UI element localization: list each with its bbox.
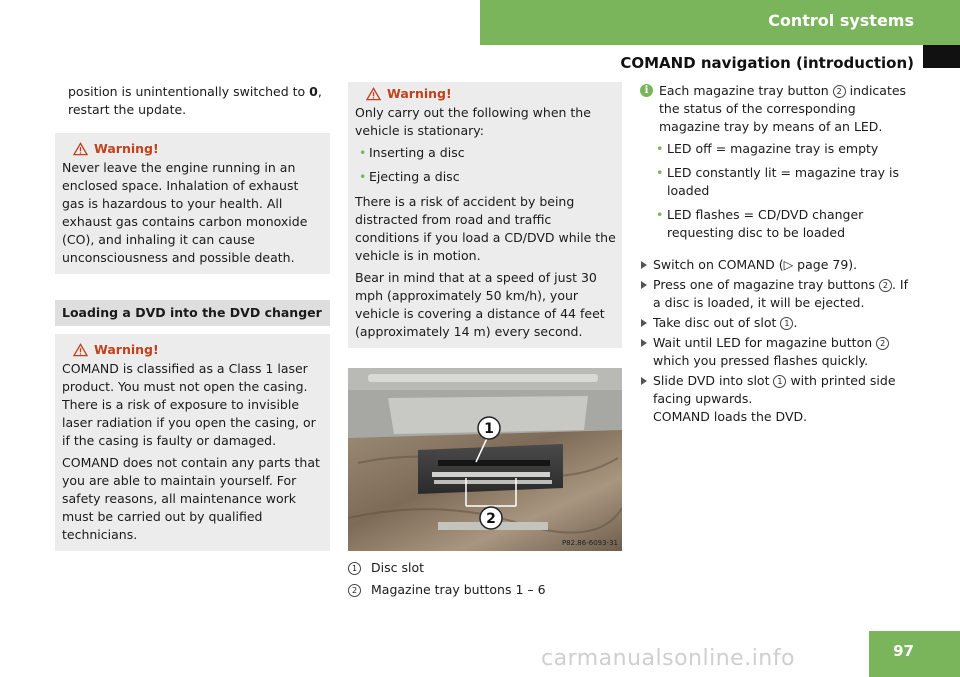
legend-label: Disc slot — [371, 560, 424, 575]
warning-box-exhaust — [55, 133, 330, 274]
list-item: • LED flashes = CD/DVD changer requesting disc to be loaded — [654, 206, 912, 242]
list-item: • Ejecting a disc — [355, 168, 616, 186]
info-text: Each magazine tray button 2 indicates the status of the corresponding magazine tray by means of an LED. — [659, 83, 907, 134]
header-black-tab — [923, 45, 960, 68]
reference-number: 1 — [773, 375, 786, 388]
warning-bullet-list — [355, 144, 616, 186]
warning-title: Warning! — [73, 340, 324, 360]
warning-box-laser — [55, 334, 330, 551]
step-item: Press one of magazine tray buttons 2 . If a disc is loaded, it will be ejected. — [640, 276, 912, 312]
reference-number: 2 — [879, 279, 892, 292]
warning-paragraph-1: There is a risk of accident by being distracted from road and traffic conditions if you load a CD/DVD while the vehicle is in motion. — [355, 194, 616, 263]
warning-triangle-icon — [73, 142, 88, 156]
warning-paragraph-2: COMAND does not contain any parts that you are able to maintain yourself. For safety reasons, all maintenance work must be carried out by qualified technicians. — [62, 455, 320, 542]
legend-item — [348, 557, 622, 579]
section-heading: Loading a DVD into the DVD changer — [55, 300, 330, 326]
watermark: carmanualsonline.info — [541, 646, 795, 671]
page-number-badge — [869, 631, 960, 677]
warning-title: Warning! — [73, 139, 324, 159]
info-icon: i — [640, 84, 653, 97]
callout-2: 2 — [486, 511, 496, 527]
legend-label: Magazine tray buttons 1 – 6 — [371, 582, 546, 597]
warning-intro: Only carry out the following when the vehicle is stationary: — [355, 105, 591, 138]
led-status-list — [654, 140, 912, 242]
intro-bold-value: 0 — [309, 84, 318, 99]
intro-paragraph: position is unintentionally switched to 0, restart the update. — [68, 84, 322, 117]
warning-title: Warning! — [366, 84, 616, 104]
figure-legend — [348, 557, 622, 601]
section-subtitle: COMAND navigation (introduction) — [620, 54, 914, 72]
list-item: • Inserting a disc — [355, 144, 616, 162]
reference-number: 2 — [876, 337, 889, 350]
list-item: • LED constantly lit = magazine tray is loaded — [654, 164, 912, 200]
column-right — [640, 82, 912, 428]
step-item: Wait until LED for magazine button 2 which you pressed flashes quickly. — [640, 334, 912, 370]
warning-paragraph-2: Bear in mind that at a speed of just 30 mph (approximately 50 km/h), your vehicle is covering a distance of 44 feet (approximately 14 m) every second. — [355, 270, 605, 339]
warning-triangle-icon — [73, 343, 88, 357]
warning-text: Never leave the engine running in an enclosed space. Inhalation of exhaust gas is hazardous to your health. All exhaust gas contains carbon monoxide (CO), and inhaling it can cause unconsciousness and possible death. — [62, 160, 308, 265]
list-item: • LED off = magazine tray is empty — [654, 140, 912, 158]
step-item: Slide DVD into slot 1 with printed side facing upwards. COMAND loads the DVD. — [640, 372, 912, 426]
step-item: Take disc out of slot 1 . — [640, 314, 912, 332]
reference-number: 1 — [780, 317, 793, 330]
warning-paragraph-1: COMAND is classified as a Class 1 laser product. You must not open the casing. There is a risk of exposure to invisible laser radiation if you open the casing, or if the casing is faulty or damaged. — [62, 361, 316, 448]
step-item: Switch on COMAND (▷ page 79). — [640, 256, 912, 274]
page-ref-arrow: ▷ — [783, 257, 794, 272]
step-result: COMAND loads the DVD. — [653, 409, 808, 424]
callout-1: 1 — [484, 421, 494, 437]
reference-number: 2 — [833, 85, 846, 98]
dvd-changer-photo — [348, 368, 622, 551]
legend-number: 1 — [348, 562, 361, 575]
info-note — [640, 82, 912, 136]
column-middle — [348, 82, 622, 601]
page-number: 97 — [893, 642, 914, 660]
console-illustration — [348, 368, 622, 551]
figure-code: P82.86-6093-31 — [561, 539, 618, 547]
warning-box-stationary — [348, 82, 622, 348]
instruction-steps — [640, 256, 912, 426]
warning-triangle-icon — [366, 87, 381, 101]
chapter-title: Control systems — [768, 11, 914, 30]
legend-number: 2 — [348, 584, 361, 597]
column-left — [55, 82, 330, 551]
legend-item — [348, 579, 622, 601]
